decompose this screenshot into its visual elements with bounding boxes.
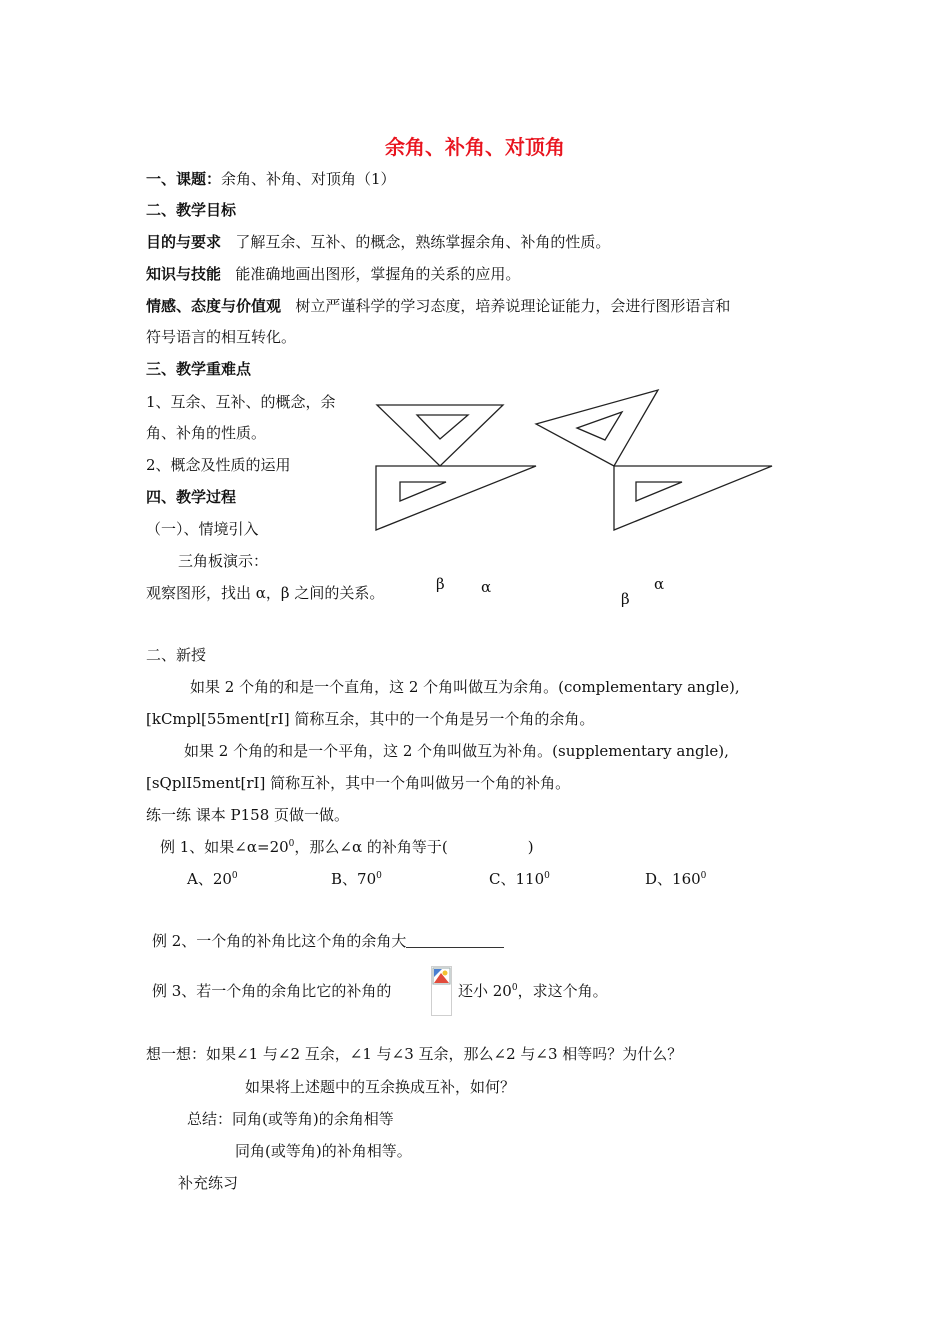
right-top-triangle-inner (577, 412, 622, 440)
beta-label-right: β (621, 590, 630, 608)
option-a-degree: 0 (231, 871, 238, 881)
example-1-part-a: 例 1、如果∠α=20 (160, 838, 289, 856)
triangle-demo-label: 三角板演示： (178, 552, 269, 570)
option-b-text: B、70 (331, 870, 377, 888)
example-2-text: 例 2、一个角的补角比这个角的余角大 (152, 932, 407, 950)
observe-instruction: 观察图形，找出 α，β 之间的关系。 (146, 584, 385, 602)
objective-label: 目的与要求 (146, 233, 222, 251)
example-3-text-c: ，求这个角。 (517, 982, 608, 1000)
section-heading-new: 二、新授 (146, 646, 207, 664)
skills-text: 能准确地画出图形，掌握角的关系的应用。 (235, 265, 521, 283)
option-b (331, 869, 382, 889)
summary-line-2: 同角(或等角)的补角相等。 (235, 1142, 412, 1160)
complementary-phonetic (146, 709, 594, 729)
left-top-triangle (377, 405, 503, 466)
skills-label: 知识与技能 (146, 265, 222, 283)
example-3-text-b: 还小 20 (458, 982, 512, 1000)
right-top-triangle (536, 390, 658, 466)
answer-blank (406, 933, 504, 948)
complementary-definition-text: 如果 2 个角的和是一个直角，这 2 个角叫做互为余角。(complementary angle), (190, 678, 740, 696)
option-c-degree: 0 (544, 871, 550, 881)
left-bottom-triangle-inner (400, 482, 446, 501)
option-a (187, 869, 238, 889)
example-3-part-a: 例 3、若一个角的余角比它的补角的 (152, 982, 392, 1000)
supplementary-phonetic-text: [sQplI5ment[rI] 简称互补，其中一个角叫做另一个角的补角。 (146, 774, 571, 792)
think-followup: 如果将上述题中的互余换成互补，如何？ (245, 1078, 516, 1096)
practice-line: 练一练 课本 P158 页做一做。 (146, 806, 350, 824)
objective-text: 了解互余、互补、的概念，熟练掌握余角、补角的性质。 (235, 233, 611, 251)
example-1-degree: 0 (288, 839, 295, 849)
section-heading-objectives: 二、教学目标 (146, 201, 237, 219)
alpha-label-right: α (654, 575, 665, 593)
left-top-triangle-inner (417, 415, 468, 439)
example-1 (160, 837, 534, 857)
alpha-label-left: α (481, 578, 492, 596)
keypoint-1-cont: 角、补角的性质。 (146, 424, 267, 442)
example-3-part-b (458, 981, 608, 1001)
topic-label: 一、课题： (146, 170, 222, 188)
option-b-degree: 0 (376, 871, 382, 881)
right-bottom-triangle (614, 466, 772, 530)
section-heading-process: 四、教学过程 (146, 488, 237, 506)
topic-text: 余角、补角、对顶角（1） (221, 170, 396, 188)
think-question: 想一想：如果∠1 与∠2 互余，∠1 与∠3 互余，那么∠2 与∠3 相等吗？为什么？ (146, 1045, 683, 1063)
subsection-intro: （一）、情境引入 (146, 520, 259, 538)
keypoint-2: 2、概念及性质的运用 (146, 456, 291, 474)
supplementary-exercises: 补充练习 (178, 1174, 239, 1192)
option-a-text: A、20 (187, 870, 232, 888)
option-d-degree: 0 (700, 871, 707, 881)
option-c (489, 869, 550, 889)
example-1-part-b: ，那么∠α 的补角等于( (294, 838, 448, 856)
supplementary-phonetic (146, 773, 570, 793)
section-heading-keypoints: 三、教学重难点 (146, 360, 252, 378)
example-3-degree: 0 (511, 983, 518, 993)
supplementary-definition (184, 741, 729, 761)
supplementary-definition-text: 如果 2 个角的和是一个平角，这 2 个角叫做互为补角。(supplementary angle), (184, 742, 729, 760)
image-placeholder-icon (432, 967, 451, 985)
example-2 (152, 931, 504, 951)
right-bottom-triangle-inner (636, 482, 682, 501)
beta-label-left: β (436, 575, 445, 593)
set-square-diagram (0, 0, 950, 620)
page-title: 余角、补角、对顶角 (385, 135, 565, 159)
attitude-line-cont: 符号语言的相互转化。 (146, 328, 297, 346)
keypoint-1: 1、互余、互补、的概念，余 (146, 393, 336, 411)
attitude-label: 情感、态度与价值观 (146, 297, 282, 315)
option-c-text: C、110 (489, 870, 545, 888)
embedded-image-icon (431, 966, 452, 1016)
option-d (645, 869, 706, 889)
option-d-text: D、160 (645, 870, 701, 888)
set-square-figure (0, 0, 950, 620)
example-1-part-c: ) (527, 838, 534, 856)
complementary-phonetic-text: [kCmpl[55ment[rI] 简称互余，其中的一个角是另一个角的余角。 (146, 710, 595, 728)
summary-line-1: 总结：同角(或等角)的余角相等 (187, 1110, 394, 1128)
attitude-text: 树立严谨科学的学习态度，培养说理论证能力，会进行图形语言和 (295, 297, 731, 315)
complementary-definition (190, 677, 740, 697)
